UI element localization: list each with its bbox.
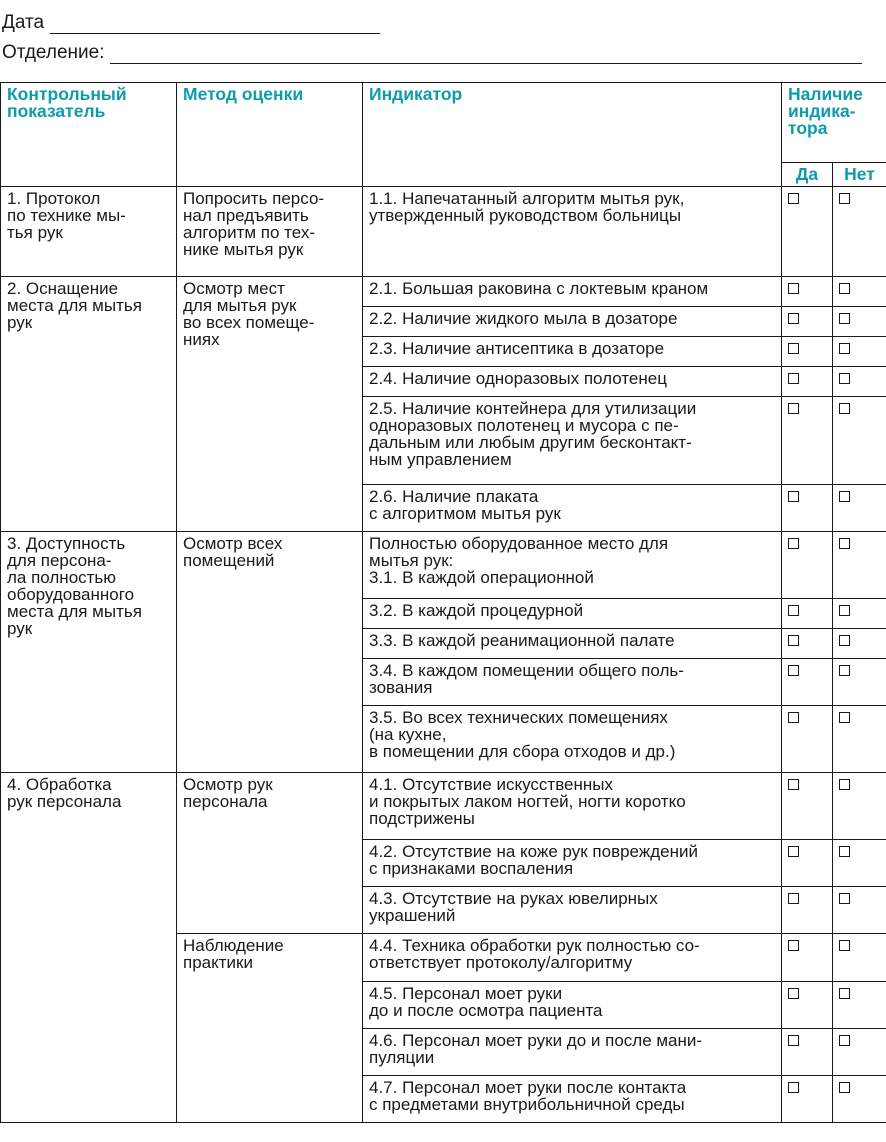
- table-row: [1, 187, 886, 277]
- indicator-cell: 2.6. Наличие плаката с алгоритмом мытья рук: [363, 485, 782, 532]
- no-checkbox[interactable]: [839, 712, 850, 723]
- yes-cell: [782, 773, 833, 840]
- yes-checkbox[interactable]: [788, 283, 799, 294]
- no-cell: [833, 367, 886, 397]
- no-cell: [833, 840, 886, 887]
- no-checkbox[interactable]: [839, 283, 850, 294]
- yes-checkbox[interactable]: [788, 779, 799, 790]
- yes-checkbox[interactable]: [788, 193, 799, 204]
- indicator-cell: 2.4. Наличие одноразовых полотенец: [363, 367, 782, 397]
- no-cell: [833, 982, 886, 1029]
- no-checkbox[interactable]: [839, 893, 850, 904]
- indicator-cell: 3.4. В каждом помещении общего поль- зования: [363, 659, 782, 706]
- yes-checkbox[interactable]: [788, 538, 799, 549]
- yes-cell: [782, 1076, 833, 1123]
- indicator-cell: 3.2. В каждой процедурной: [363, 599, 782, 629]
- control-cell: 1. Протокол по технике мы- тья рук: [1, 187, 177, 277]
- no-checkbox[interactable]: [839, 988, 850, 999]
- no-cell: [833, 397, 886, 485]
- no-cell: [833, 485, 886, 532]
- indicator-cell: 4.5. Персонал моет руки до и после осмотра пациента: [363, 982, 782, 1029]
- yes-cell: [782, 659, 833, 706]
- yes-cell: [782, 629, 833, 659]
- table-row: [1, 773, 886, 840]
- method-cell: Осмотр мест для мытья рук во всех помеще- ниях: [177, 277, 363, 532]
- yes-cell: [782, 599, 833, 629]
- yes-cell: [782, 982, 833, 1029]
- no-checkbox[interactable]: [839, 605, 850, 616]
- no-cell: [833, 887, 886, 934]
- header-no: Нет: [833, 163, 886, 187]
- no-checkbox[interactable]: [839, 779, 850, 790]
- no-cell: [833, 307, 886, 337]
- no-checkbox[interactable]: [839, 313, 850, 324]
- yes-checkbox[interactable]: [788, 1082, 799, 1093]
- department-field-row: [2, 42, 862, 64]
- control-cell: 2. Оснащение места для мытья рук: [1, 277, 177, 532]
- yes-checkbox[interactable]: [788, 1035, 799, 1046]
- indicator-cell: 3.3. В каждой реанимационной палате: [363, 629, 782, 659]
- indicator-cell: 2.2. Наличие жидкого мыла в дозаторе: [363, 307, 782, 337]
- yes-cell: [782, 367, 833, 397]
- no-cell: [833, 659, 886, 706]
- indicator-cell: Полностью оборудованное место для мытья рук: 3.1. В каждой операционной: [363, 532, 782, 599]
- yes-cell: [782, 187, 833, 277]
- indicator-cell: 3.5. Во всех технических помещениях (на кухне, в помещении для сбора отходов и др.): [363, 706, 782, 773]
- date-field-row: [2, 12, 380, 34]
- header-control: Контрольный показатель: [1, 83, 177, 187]
- method-cell: Осмотр рук персонала: [177, 773, 363, 934]
- checklist-table: [0, 82, 886, 1123]
- yes-cell: [782, 934, 833, 982]
- indicator-cell: 4.7. Персонал моет руки после контакта с предметами внутрибольничной среды: [363, 1076, 782, 1123]
- header-presence: Наличие индика- тора: [782, 83, 886, 163]
- no-cell: [833, 629, 886, 659]
- indicator-cell: 4.6. Персонал моет руки до и после мани- пуляции: [363, 1029, 782, 1076]
- indicator-cell: 4.4. Техника обработки рук полностью со- ответствует протоколу/алгоритму: [363, 934, 782, 982]
- no-checkbox[interactable]: [839, 665, 850, 676]
- method-cell: Попросить персо- нал предъявить алгоритм по тех- нике мытья рук: [177, 187, 363, 277]
- yes-checkbox[interactable]: [788, 373, 799, 384]
- header-yes: Да: [782, 163, 833, 187]
- no-checkbox[interactable]: [839, 1035, 850, 1046]
- yes-checkbox[interactable]: [788, 846, 799, 857]
- indicator-cell: 2.1. Большая раковина с локтевым краном: [363, 277, 782, 307]
- yes-cell: [782, 485, 833, 532]
- no-checkbox[interactable]: [839, 343, 850, 354]
- yes-checkbox[interactable]: [788, 403, 799, 414]
- yes-cell: [782, 277, 833, 307]
- yes-cell: [782, 840, 833, 887]
- yes-cell: [782, 307, 833, 337]
- no-checkbox[interactable]: [839, 635, 850, 646]
- no-checkbox[interactable]: [839, 491, 850, 502]
- table-row: [1, 277, 886, 307]
- department-label: Отделение:: [2, 42, 105, 63]
- no-cell: [833, 1076, 886, 1123]
- yes-checkbox[interactable]: [788, 665, 799, 676]
- no-cell: [833, 599, 886, 629]
- no-checkbox[interactable]: [839, 940, 850, 951]
- method-cell: Наблюдение практики: [177, 934, 363, 1123]
- indicator-cell: 2.3. Наличие антисептика в дозаторе: [363, 337, 782, 367]
- indicator-cell: 1.1. Напечатанный алгоритм мытья рук, утвержденный руководством больницы: [363, 187, 782, 277]
- no-cell: [833, 337, 886, 367]
- yes-checkbox[interactable]: [788, 712, 799, 723]
- yes-checkbox[interactable]: [788, 940, 799, 951]
- header-indicator: Индикатор: [363, 83, 782, 187]
- yes-cell: [782, 532, 833, 599]
- date-label: Дата: [2, 12, 45, 33]
- no-cell: [833, 934, 886, 982]
- table-row: [1, 532, 886, 599]
- no-checkbox[interactable]: [839, 403, 850, 414]
- no-checkbox[interactable]: [839, 373, 850, 384]
- yes-checkbox[interactable]: [788, 893, 799, 904]
- indicator-cell: 2.5. Наличие контейнера для утилизации одноразовых полотенец и мусора с пе- дальным или любым другим бесконтакт- ным управлением: [363, 397, 782, 485]
- yes-checkbox[interactable]: [788, 988, 799, 999]
- yes-cell: [782, 1029, 833, 1076]
- yes-checkbox[interactable]: [788, 343, 799, 354]
- no-cell: [833, 187, 886, 277]
- yes-checkbox[interactable]: [788, 313, 799, 324]
- control-cell: 3. Доступность для персона- ла полностью оборудованного места для мытья рук: [1, 532, 177, 773]
- no-cell: [833, 706, 886, 773]
- yes-cell: [782, 887, 833, 934]
- method-cell: Осмотр всех помещений: [177, 532, 363, 773]
- no-cell: [833, 1029, 886, 1076]
- no-checkbox[interactable]: [839, 193, 850, 204]
- no-checkbox[interactable]: [839, 1082, 850, 1093]
- indicator-cell: 4.2. Отсутствие на коже рук повреждений с признаками воспаления: [363, 840, 782, 887]
- yes-checkbox[interactable]: [788, 605, 799, 616]
- yes-cell: [782, 397, 833, 485]
- date-input-line[interactable]: [50, 13, 380, 34]
- no-checkbox[interactable]: [839, 846, 850, 857]
- no-checkbox[interactable]: [839, 538, 850, 549]
- yes-cell: [782, 706, 833, 773]
- department-input-line[interactable]: [110, 43, 862, 64]
- yes-cell: [782, 337, 833, 367]
- yes-checkbox[interactable]: [788, 635, 799, 646]
- indicator-cell: 4.3. Отсутствие на руках ювелирных украшений: [363, 887, 782, 934]
- no-cell: [833, 773, 886, 840]
- indicator-cell: 4.1. Отсутствие искусственных и покрытых лаком ногтей, ногти коротко подстрижены: [363, 773, 782, 840]
- header-method: Метод оценки: [177, 83, 363, 187]
- no-cell: [833, 532, 886, 599]
- yes-checkbox[interactable]: [788, 491, 799, 502]
- control-cell: 4. Обработка рук персонала: [1, 773, 177, 1123]
- no-cell: [833, 277, 886, 307]
